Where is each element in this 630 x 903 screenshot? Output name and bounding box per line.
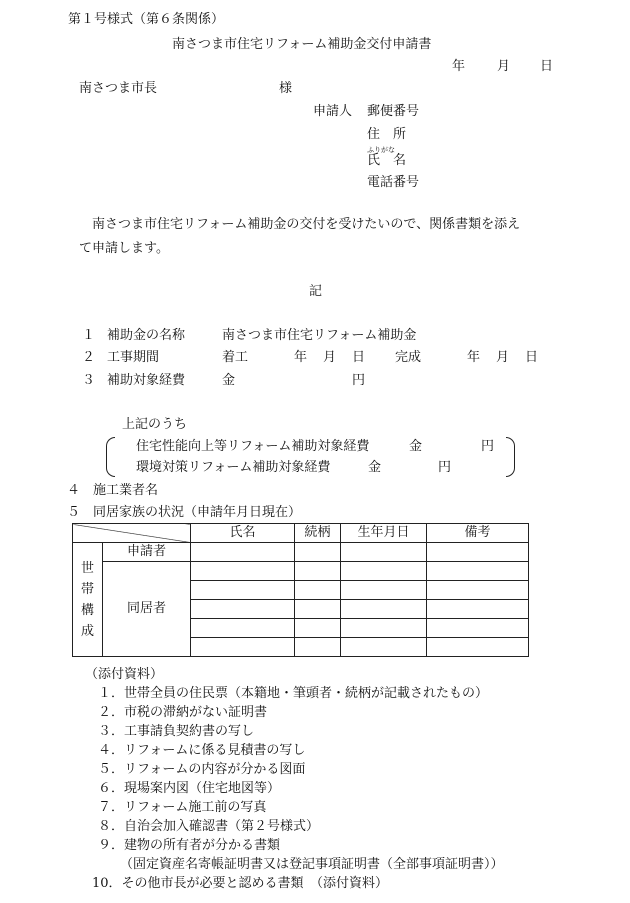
sub1-label: 住宅性能向上等リフォーム補助対象経費 bbox=[136, 439, 370, 454]
breakdown-heading: 上記のうち bbox=[122, 417, 188, 432]
table-cell[interactable] bbox=[295, 600, 341, 619]
date-day-label: 日 bbox=[540, 59, 554, 74]
sub2-label: 環境対策リフォーム補助対象経費 bbox=[136, 460, 331, 475]
item2-end-year: 年 bbox=[467, 350, 481, 365]
table-header-row bbox=[73, 524, 529, 543]
cohabitant-row-label: 同居者 bbox=[103, 562, 191, 657]
table-cell[interactable] bbox=[341, 581, 427, 600]
attachments-title: （添付資料） bbox=[85, 667, 164, 682]
item2-number: ２ bbox=[82, 350, 96, 365]
item2-end-day: 日 bbox=[525, 350, 539, 365]
attachment-item: １．世帯全員の住民票（本籍地・筆頭者・続柄が記載されたもの） bbox=[98, 686, 489, 701]
table-cell[interactable] bbox=[427, 581, 529, 600]
table-cell[interactable] bbox=[295, 543, 341, 562]
table-cell[interactable] bbox=[341, 562, 427, 581]
item2-end-label: 完成 bbox=[395, 350, 422, 365]
attachment-item-last: 10．その他市長が必要と認める書類 （添付資料） bbox=[92, 876, 389, 891]
sub2-yen: 円 bbox=[438, 460, 452, 475]
applicant-row-label: 申請者 bbox=[103, 543, 191, 562]
item3-yen: 円 bbox=[352, 373, 366, 388]
left-bracket bbox=[106, 437, 115, 477]
table-row bbox=[73, 562, 529, 581]
table-cell[interactable] bbox=[295, 581, 341, 600]
right-bracket bbox=[506, 437, 515, 477]
attachment-item: ８．自治会加入確認書（第２号様式） bbox=[98, 819, 320, 834]
table-cell[interactable] bbox=[191, 562, 295, 581]
applicant-label: 申請人 bbox=[313, 104, 353, 119]
item5-family: ５ 同居家族の状況（申請年月日現在） bbox=[67, 505, 302, 520]
form-number: 第１号様式（第６条関係） bbox=[68, 12, 225, 27]
attachment-item: ２．市税の滞納がない証明書 bbox=[98, 705, 268, 720]
attachment-item: ５．リフォームの内容が分かる図面 bbox=[98, 762, 306, 777]
sub2-kin: 金 bbox=[368, 460, 382, 475]
family-table bbox=[72, 523, 529, 657]
household-label: 世帯構成 bbox=[80, 560, 94, 639]
table-cell[interactable] bbox=[191, 638, 295, 657]
header-remarks: 備考 bbox=[427, 524, 529, 543]
table-cell[interactable] bbox=[427, 562, 529, 581]
item2-start-month: 月 bbox=[323, 350, 337, 365]
attachment-item: ９．建物の所有者が分かる書類 bbox=[98, 838, 281, 853]
header-name: 氏名 bbox=[191, 524, 295, 543]
item2-label: 工事期間 bbox=[107, 350, 160, 365]
body-text-line2: て申請します。 bbox=[79, 241, 169, 256]
attachment-item: ３．工事請負契約書の写し bbox=[98, 724, 255, 739]
table-cell[interactable] bbox=[191, 581, 295, 600]
item2-start-label: 着工 bbox=[222, 350, 249, 365]
document-title: 南さつま市住宅リフォーム補助金交付申請書 bbox=[172, 37, 432, 52]
body-text-line1: 南さつま市住宅リフォーム補助金の交付を受けたいので、関係書類を添え bbox=[92, 217, 521, 232]
postal-code-field: 郵便番号 bbox=[367, 104, 420, 119]
attachment-item: ６．現場案内図（住宅地図等） bbox=[98, 781, 281, 796]
table-cell[interactable] bbox=[427, 638, 529, 657]
table-cell[interactable] bbox=[295, 562, 341, 581]
table-cell[interactable] bbox=[341, 638, 427, 657]
header-relation: 続柄 bbox=[295, 524, 341, 543]
table-cell[interactable] bbox=[191, 600, 295, 619]
table-corner-cell bbox=[73, 524, 191, 543]
item3-label: 補助対象経費 bbox=[107, 373, 186, 388]
item2-start-year: 年 bbox=[294, 350, 308, 365]
household-label-cell bbox=[73, 543, 103, 657]
date-month-label: 月 bbox=[497, 59, 511, 74]
table-cell[interactable] bbox=[341, 543, 427, 562]
item1-number: １ bbox=[82, 328, 96, 343]
item4-contractor: ４ 施工業者名 bbox=[67, 483, 159, 498]
table-cell[interactable] bbox=[191, 619, 295, 638]
header-birthdate: 生年月日 bbox=[341, 524, 427, 543]
item1-value: 南さつま市住宅リフォーム補助金 bbox=[222, 328, 417, 343]
addressee-honorific: 様 bbox=[279, 81, 293, 96]
table-cell[interactable] bbox=[427, 619, 529, 638]
attachment-note: （固定資産名寄帳証明書又は登記事項証明書（全部事項証明書）） bbox=[120, 857, 504, 872]
table-cell[interactable] bbox=[295, 638, 341, 657]
table-cell[interactable] bbox=[191, 543, 295, 562]
table-cell[interactable] bbox=[341, 600, 427, 619]
address-field: 住 所 bbox=[367, 127, 407, 142]
date-year-label: 年 bbox=[452, 59, 466, 74]
table-cell[interactable] bbox=[295, 619, 341, 638]
item2-start-day: 日 bbox=[352, 350, 366, 365]
item3-number: ３ bbox=[82, 373, 96, 388]
name-field: 氏 名 bbox=[367, 153, 407, 168]
table-cell[interactable] bbox=[427, 543, 529, 562]
table-cell[interactable] bbox=[427, 600, 529, 619]
phone-field: 電話番号 bbox=[367, 175, 420, 190]
addressee-name: 南さつま市長 bbox=[79, 81, 158, 96]
item3-kin: 金 bbox=[222, 373, 236, 388]
sub1-kin: 金 bbox=[409, 439, 423, 454]
table-cell[interactable] bbox=[341, 619, 427, 638]
item1-label: 補助金の名称 bbox=[107, 328, 186, 343]
attachment-item: ４．リフォームに係る見積書の写し bbox=[98, 743, 306, 758]
sub1-yen: 円 bbox=[481, 439, 495, 454]
ki-heading: 記 bbox=[309, 284, 323, 299]
attachment-item: ７．リフォーム施工前の写真 bbox=[98, 800, 267, 815]
item2-end-month: 月 bbox=[496, 350, 510, 365]
name-ruby-label: ふりがな bbox=[367, 146, 395, 154]
table-row bbox=[73, 543, 529, 562]
